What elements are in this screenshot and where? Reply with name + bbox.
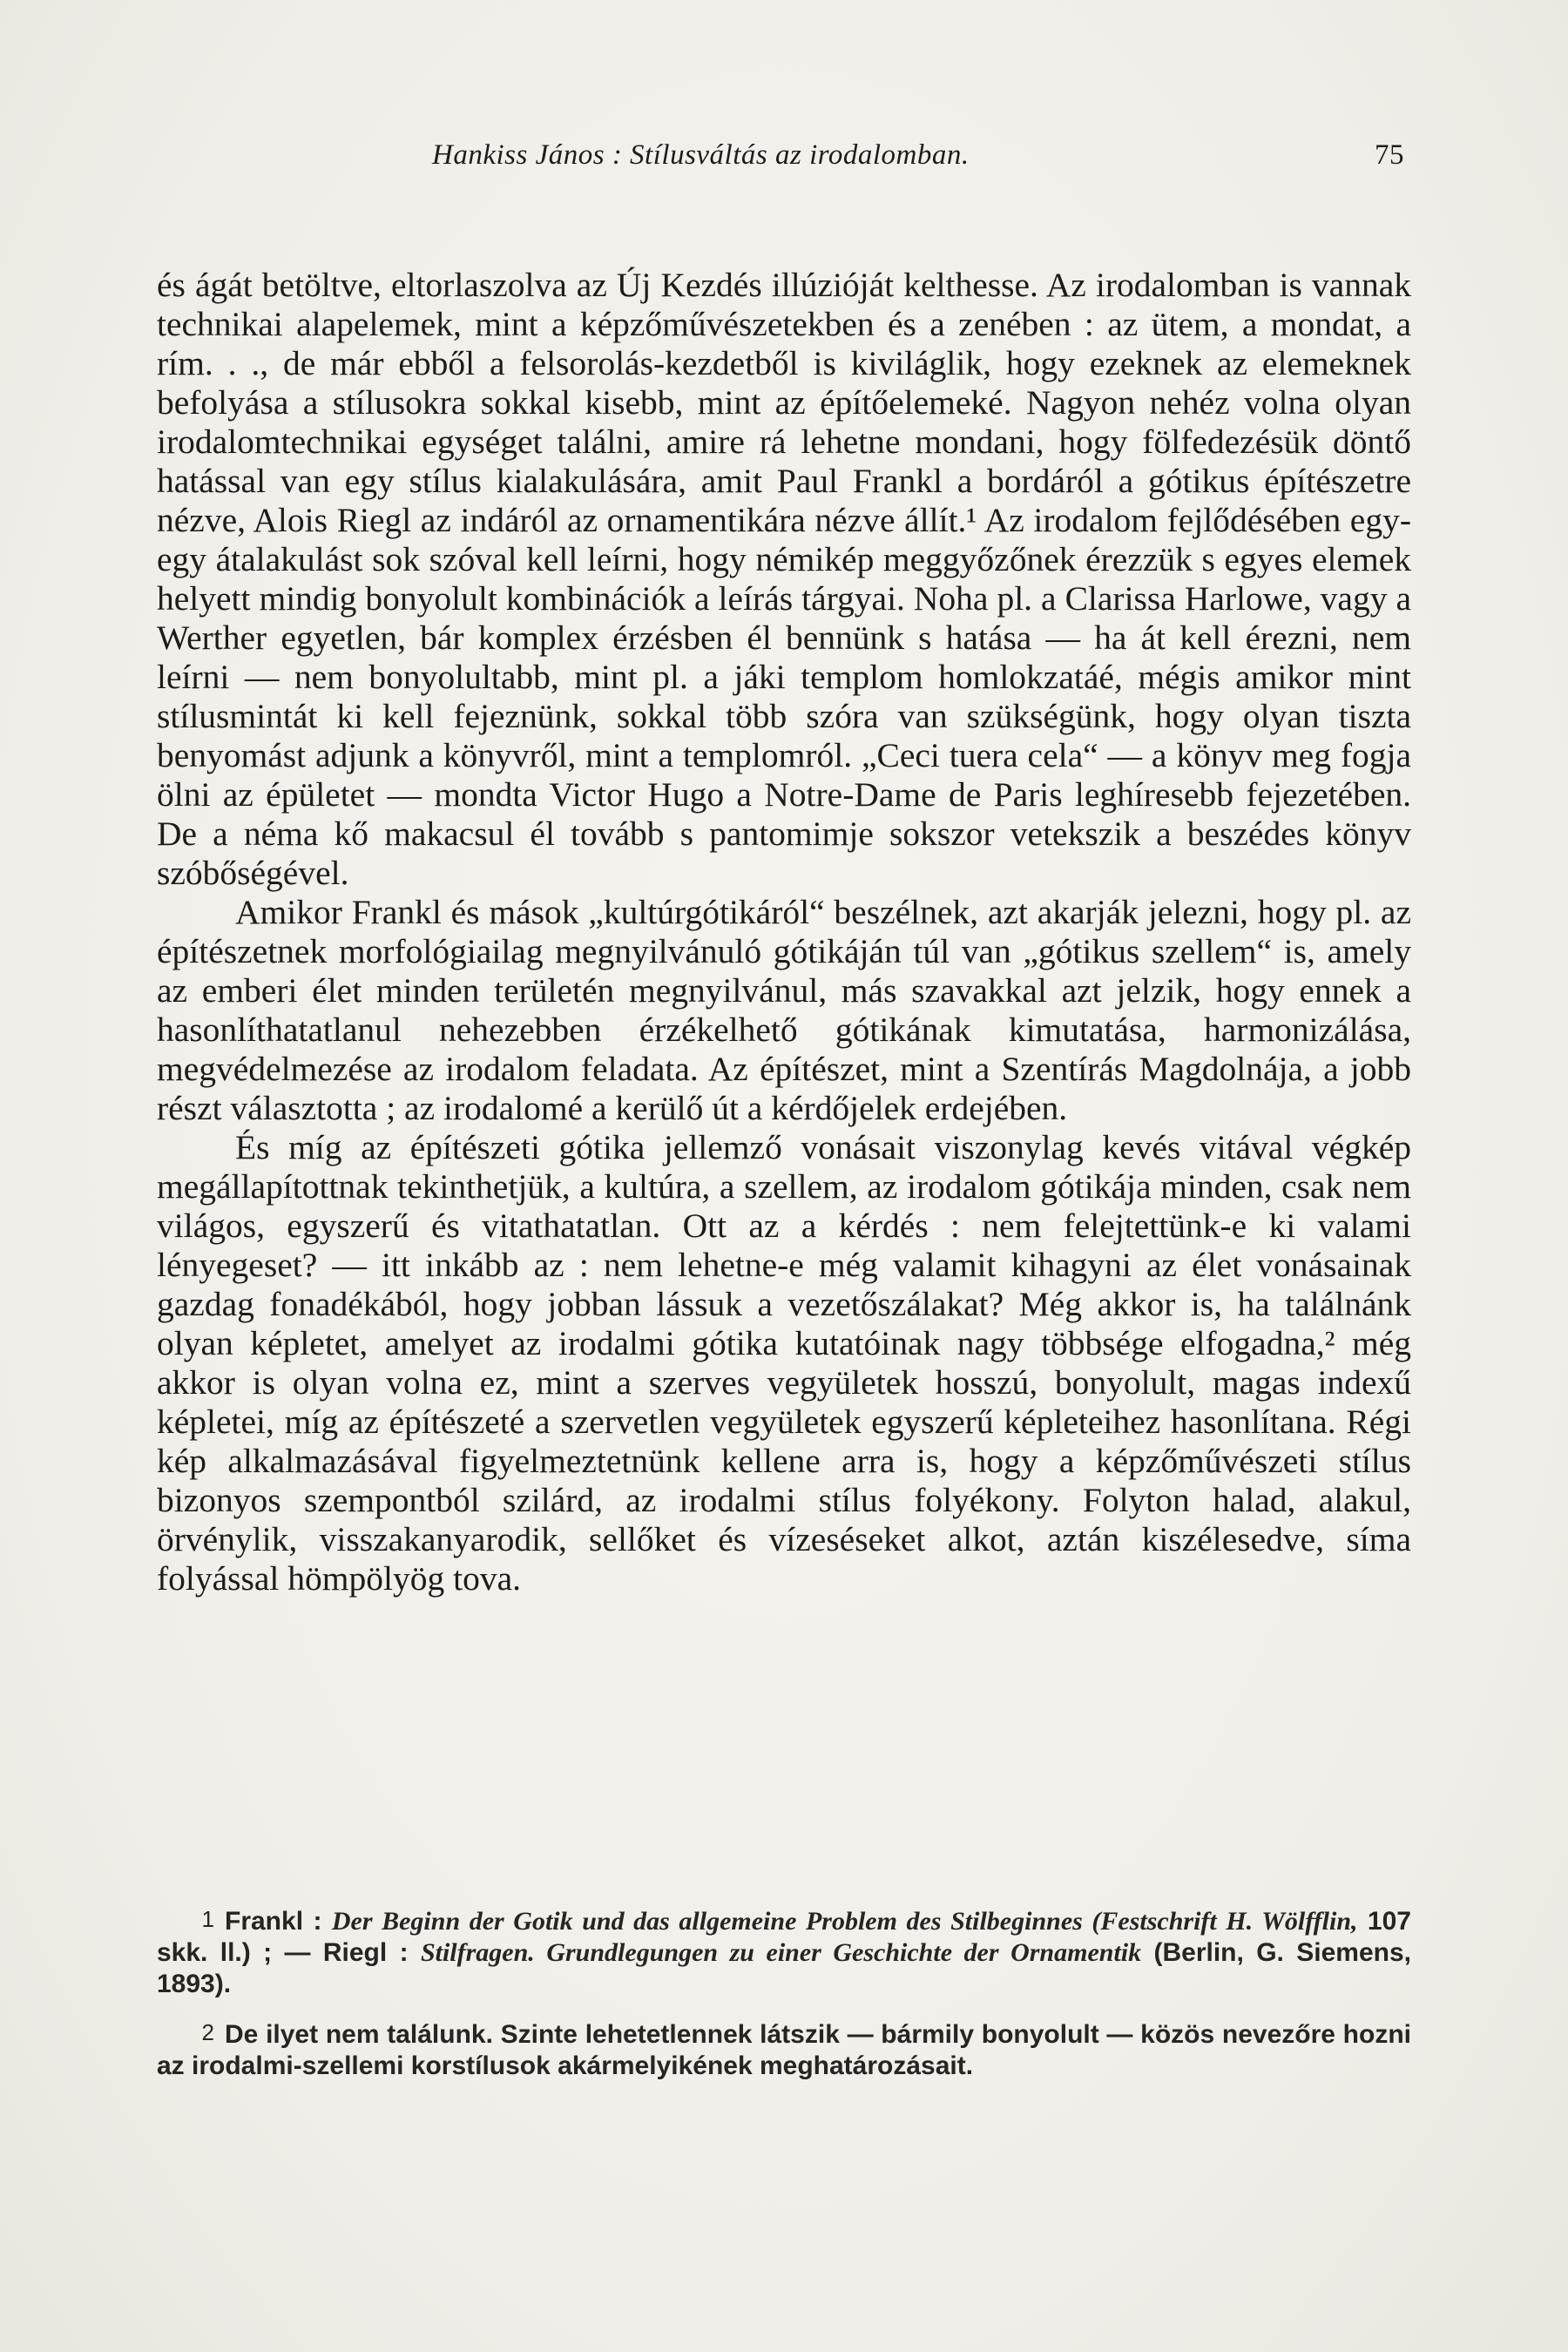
footnotes bbox=[157, 1906, 1411, 2101]
body-text bbox=[157, 266, 1411, 1598]
paragraph-2: Amikor Frankl és mások „kultúrgótikáról“ beszélnek, azt akarják jelezni, hogy pl. az építészetnek morfológiailag megnyilvánuló gótikáján túl van „gótikus szellem“ is, amely az emberi élet minden területén megnyilvánul, más szavakkal azt jelzik, hogy ennek a hasonlíthatatlanul nehezebben érzékelhető gótikának kimutatása, harmonizálása, megvédelmezése az irodalom feladata. Az építészet, mint a Szentírás Magdolnája, a jobb részt választotta ; az irodalomé a kerülő út a kérdőjelek erdejében. bbox=[157, 893, 1411, 1127]
footnote-number: 2 bbox=[201, 2019, 214, 2045]
footnote-text: 107 skk. ll.) ; — Riegl : bbox=[157, 1907, 1411, 1967]
running-head bbox=[432, 139, 1404, 183]
footnote-2 bbox=[157, 2019, 1411, 2082]
footnote-number: 1 bbox=[201, 1906, 214, 1932]
footnote-1 bbox=[157, 1906, 1411, 2000]
page-number: 75 bbox=[1375, 139, 1404, 171]
footnote-citation-title: Der Beginn der Gotik und das allgemeine Problem des Stilbeginnes (Festschrift H. Wölfflin, bbox=[331, 1907, 1358, 1936]
footnote-text: Frankl : bbox=[225, 1907, 332, 1936]
footnote-citation-title: Stilfragen. Grundlegungen zu einer Geschichte der Ornamentik bbox=[420, 1938, 1142, 1967]
paragraph-1: és ágát betöltve, eltorlaszolva az Új Kezdés illúzióját kelthesse. Az irodalomban is vannak technikai alapelemek, mint a képzőművészetekben és a zenében : az ütem, a mondat, a rím. . ., de már ebből a felsorolás-kezdetből is kiviláglik, hogy ezeknek az elemeknek befolyása a stílusokra sokkal kisebb, mint az építőelemeké. Nagyon nehéz volna olyan irodalomtechnikai egységet találni, amire rá lehetne mondani, hogy fölfedezésük döntő hatással van egy stílus kialakulására, amit Paul Frankl a bordáról a gótikus építészetre nézve, Alois Riegl az indáról az ornamentikára nézve állít.¹ Az irodalom fejlődésében egy-egy átalakulást sok szóval kell leírni, hogy némikép meggyőzőnek érezzük s egyes elemek helyett mindig bonyolult kombinációk a leírás tárgyai. Noha pl. a Clarissa Harlowe, vagy a Werther egyetlen, bár komplex érzésben él bennünk s hatása — ha át kell érezni, nem leírni — nem bonyolultabb, mint pl. a jáki templom homlokzatáé, mégis amikor mint stílusmintát ki kell fejeznünk, sokkal több szóra van szükségünk, hogy olyan tiszta benyomást adjunk a könyvről, mint a templomról. „Ceci tuera cela“ — a könyv meg fogja ölni az épületet — mondta Victor Hugo a Notre-Dame de Paris leghíresebb fejezetében. De a néma kő makacsul él tovább s pantomimje sokszor vetekszik a beszédes könyv szóbőségével. bbox=[157, 266, 1411, 892]
footnote-text: De ilyet nem találunk. Szinte lehetetlennek látszik — bármily bonyolult — közös nevezőre hozni az irodalmi-szellemi korstílusok akármelyikének meghatározásait. bbox=[157, 2020, 1411, 2080]
paragraph-3: És míg az építészeti gótika jellemző vonásait viszonylag kevés vitával végkép megállapítottnak tekinthetjük, a kultúra, a szellem, az irodalom gótikája minden, csak nem világos, egyszerű és vitathatatlan. Ott az a kérdés : nem felejtettünk-e ki valami lényegeset? — itt inkább az : nem lehetne-e még valamit kihagyni az élet vonásainak gazdag fonadékából, hogy jobban lássuk a vezetőszálakat? Még akkor is, ha találnánk olyan képletet, amelyet az irodalmi gótika kutatóinak nagy többsége elfogadna,² még akkor is olyan volna ez, mint a szerves vegyületek hosszú, bonyolult, magas indexű képletei, míg az építészeté a szervetlen vegyületek egyszerű képleteihez hasonlítana. Régi kép alkalmazásával figyelmeztetnünk kellene arra is, hogy a képzőművészeti stílus bizonyos szempontból szilárd, az irodalmi stílus folyékony. Folyton halad, alakul, örvénylik, visszakanyarodik, sellőket és vízeséseket alkot, aztán kiszélesedve, síma folyással hömpölyög tova. bbox=[157, 1128, 1411, 1598]
footnote-text: (Berlin, G. Siemens, 1893). bbox=[157, 1938, 1411, 1998]
running-title: Hankiss János : Stílusváltás az irodalomban. bbox=[432, 139, 970, 171]
